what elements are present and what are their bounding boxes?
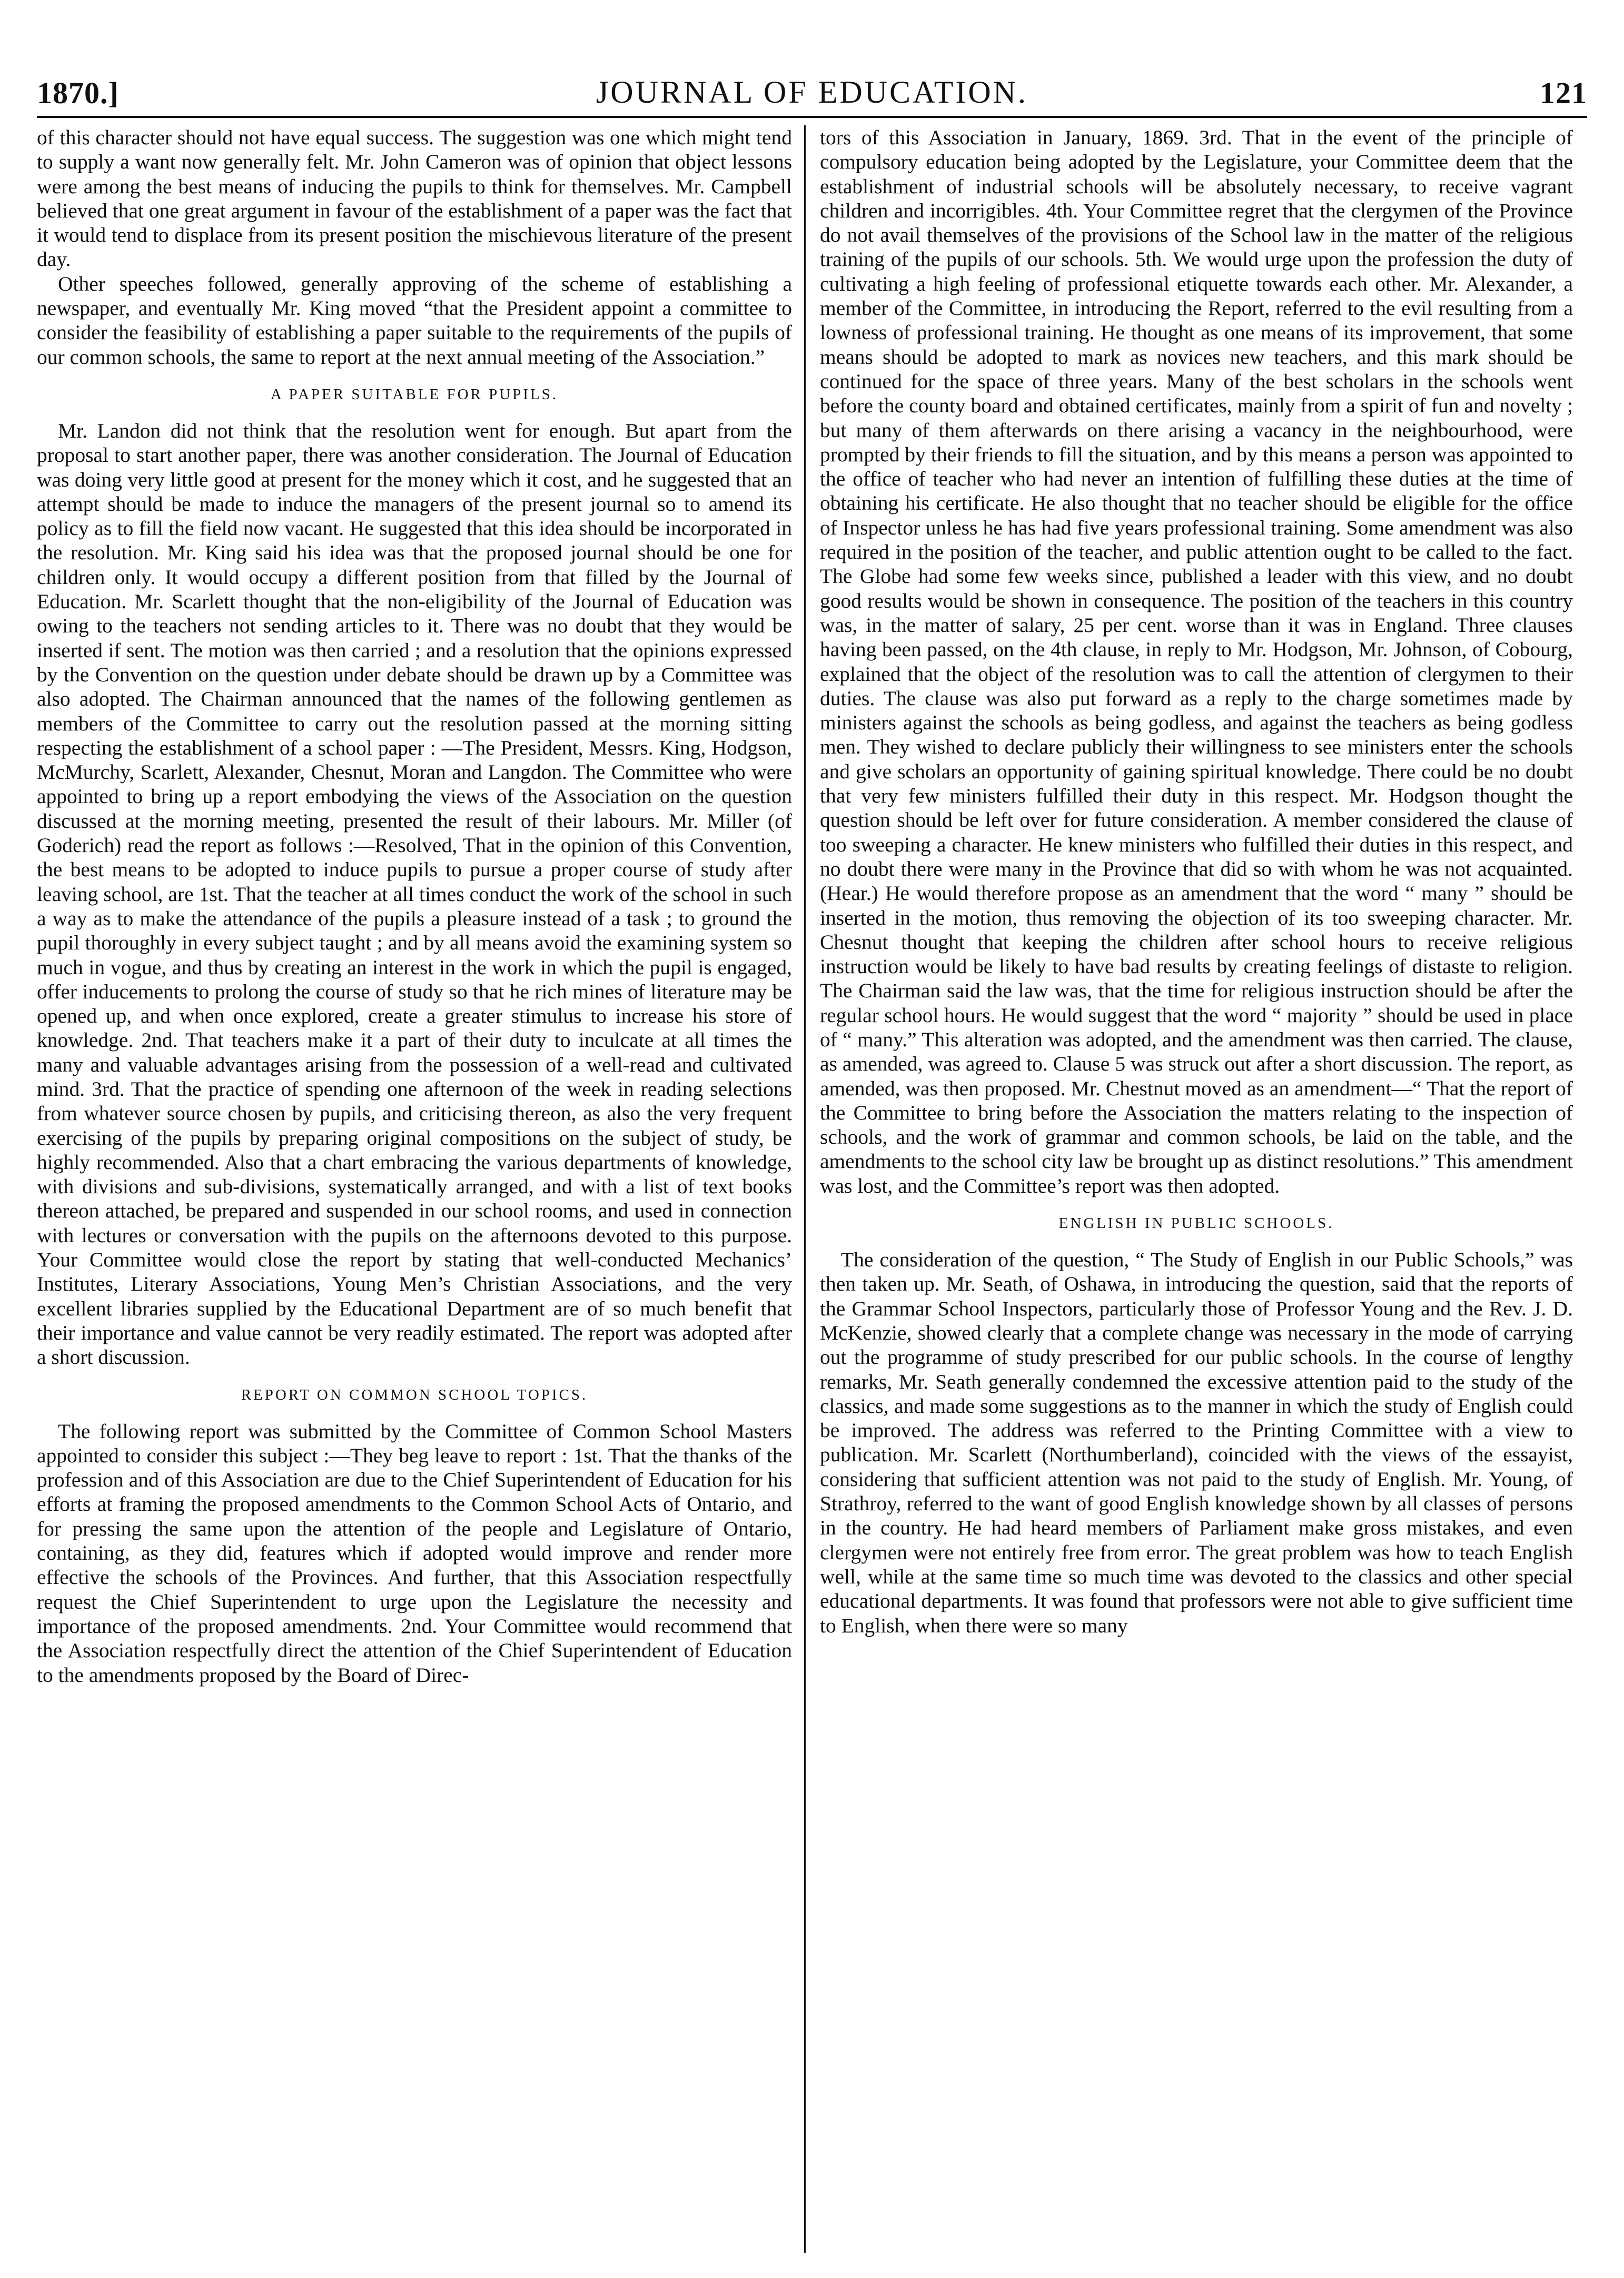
paragraph: The following report was submitted by the Committee of Common School Masters appointed to consider this subject :—They beg leave to report : 1st. That the thanks of the profession and of this Association are due to the Chief Superintendent of Education for his efforts at framing the proposed amendments to the Common School Acts of Ontario, and for pressing the same upon the attention of the people and Legislature of Ontario, containing, as they did, features which if adopted would improve and render more effective the schools of the Provinces. And further, that this Association respectfully request the Chief Superintendent to urge upon the Legislature the necessity and importance of the proposed amendments. 2nd. Your Committee would recommend that the Association respectfully direct the attention of the Chief Superintendent of Education to the amendments proposed by the Board of Direc- bbox=[37, 1419, 792, 1687]
paragraph: The consideration of the question, “ The Study of English in our Public Schools,” was then taken up. Mr. Seath, of Oshawa, in introducing the question, said that the reports of the Grammar School Inspectors, particularly those of Professor Young and the Rev. J. D. McKenzie, showed clearly that a complete change was necessary in the mode of carrying out the programme of study prescribed for our public schools. In the course of lengthy remarks, Mr. Seath generally condemned the excessive attention paid to the study of the classics, and made some suggestions as to the manner in which the study of English could be improved. The address was referred to the Printing Committee with a view to publication. Mr. Scarlett (Northumberland), coincided with the views of the essayist, considering that sufficient attention was not paid to the study of English. Mr. Young, of Strathroy, referred to the want of good English knowledge shown by all classes of persons in the country. He had heard members of Parliament make gross mistakes, and even clergymen were not entirely free from error. The great problem was how to teach English well, while at the same time so much time was devoted to the classics and other special educational departments. It was found that professors were not able to give sufficient time to English, when there were so many bbox=[820, 1248, 1573, 1637]
section-heading-common-school-topics: REPORT ON COMMON SCHOOL TOPICS. bbox=[241, 1386, 588, 1403]
paragraph: of this character should not have equal success. The suggestion was one which might tend to supply a want now generally felt. Mr. John Cameron was of opinion that object lessons were among the best means of inducing the pupils to think for themselves. Mr. Campbell believed that one great argument in favour of the establishment of a paper was the fact that it would tend to displace from its present position the mischievous literature of the present day. bbox=[37, 126, 792, 271]
journal-title: JOURNAL OF EDUCATION. bbox=[596, 75, 1028, 110]
page-header bbox=[37, 63, 1587, 118]
article-columns bbox=[37, 125, 1587, 2253]
page-number: 121 bbox=[1540, 76, 1587, 110]
section-heading-english-in-public-schools: ENGLISH IN PUBLIC SCHOOLS. bbox=[1058, 1215, 1334, 1232]
column-divider bbox=[804, 125, 806, 2253]
paragraph: Other speeches followed, generally approving of the scheme of establishing a newspaper, and eventually Mr. King moved “that the President appoint a committee to consider the feasibility of establishing a paper suitable to the requirements of the pupils of our common schools, the same to report at the next annual meeting of the Association.” bbox=[37, 272, 792, 369]
header-year: 1870.] bbox=[37, 76, 119, 110]
left-column bbox=[37, 125, 801, 2253]
paragraph: Mr. Landon did not think that the resolution went for enough. But apart from the proposal to start another paper, there was another consideration. The Journal of Education was doing very little good at present for the money which it cost, and he suggested that an attempt should be made to induce the managers of the present journal so to amend its policy as to fill the field now vacant. He suggested that this idea should be incorporated in the resolution. Mr. King said his idea was that the proposed journal should be one for children only. It would occupy a different position from that filled by the Journal of Education. Mr. Scarlett thought that the non-eligibility of the Journal of Education was owing to the teachers not sending articles to it. There was no doubt that they would be inserted if sent. The motion was then carried ; and a resolution that the opinions expressed by the Convention on the question under debate should be drawn up by a Committee was also adopted. The Chairman announced that the names of the following gentlemen as members of the Committee to carry out the resolution passed at the morning sitting respecting the establishment of a school paper : —The President, Messrs. King, Hodgson, McMurchy, Scarlett, Alexander, Chesnut, Moran and Langdon. The Committee who were appointed to bring up a report embodying the views of the Association on the question discussed at the morning meeting, presented the result of their labours. Mr. Miller (of Goderich) read the report as follows :—Resolved, That in the opinion of this Convention, the best means to be adopted to induce pupils to pursue a proper course of study after leaving school, are 1st. That the teacher at all times conduct the work of the school in such a way as to make the attendance of the pupils a pleasure instead of a task ; to ground the pupil thoroughly in every subject taught ; and by all means avoid the examining system so much in vogue, and thus by creating an interest in the work in which the pupil is engaged, offer inducements to prolong the course of study so that he rich mines of literature may be opened up, and when once explored, create a greater stimulus to increase his store of knowledge. 2nd. That teachers make it a part of their duty to inculcate at all times the many and valuable advantages arising from the possession of a well-read and cultivated mind. 3rd. That the practice of spending one afternoon of the week in reading selections from whatever source chosen by pupils, and criticising thereon, as also the very frequent exercising of the pupils by preparing original compositions on the subject of study, be highly recommended. Also that a chart embracing the various departments of knowledge, with divisions and sub-divisions, systematically arranged, and with a list of text books thereon attached, be prepared and suspended in our school rooms, and used in connection with lectures or conversation with the pupils on the afternoons devoted to this purpose. Your Committee would close the report by stating that well-conducted Mechanics’ Institutes, Literary Associations, Young Men’s Christian Associations, and the very excellent libraries supplied by the Educational Department are of so much benefit that their importance and value cannot be very readily estimated. The report was adopted after a short discussion. bbox=[37, 419, 792, 1369]
section-heading-paper-for-pupils: A PAPER SUITABLE FOR PUPILS. bbox=[270, 385, 559, 403]
right-column bbox=[808, 125, 1573, 2253]
paragraph: tors of this Association in January, 1869. 3rd. That in the event of the principle of compulsory education being adopted by the Legislature, your Committee deem that the establishment of industrial schools will be absolutely necessary, to receive vagrant children and incorrigibles. 4th. Your Committee regret that the clergymen of the Province do not avail themselves of the provisions of the School law in the matter of the religious training of the pupils of our schools. 5th. We would urge upon the profession the duty of cultivating a high feeling of professional etiquette towards each other. Mr. Alexander, a member of the Committee, in introducing the Report, referred to the evil resulting from a lowness of professional training. He thought as one means of its improvement, that some means should be adopted to mark as novices new teachers, and this mark should be continued for the space of three years. Many of the best scholars in the schools went before the county board and obtained certificates, mainly from a spirit of fun and novelty ; but many of them afterwards on there arising a vacancy in the neighbourhood, were prompted by their friends to fill the situation, and by this means a person was appointed to the office of teacher who had never an intention of fulfilling these duties at the time of obtaining his certificate. He also thought that no teacher should be eligible for the office of Inspector unless he has had five years professional training. Some amendment was also required in the position of the teacher, and public attention ought to be called to the fact. The Globe had some few weeks since, published a leader with this view, and no doubt good results would be shown in consequence. The position of the teachers in this country was, in the matter of salary, 25 per cent. worse than it was in England. Three clauses having been passed, on the 4th clause, in reply to Mr. Hodgson, Mr. Johnson, of Cobourg, explained that the object of the resolution was to call the attention of clergymen to their duties. The clause was also put forward as a reply to the charge sometimes made by ministers against the schools as being godless, and against the teachers as being godless men. They wished to declare publicly their willingness to see ministers enter the schools and give scholars an opportunity of gaining spiritual knowledge. There could be no doubt that very few ministers fulfilled their duty in this respect. Mr. Hodgson thought the question should be left over for future consideration. A member considered the clause of too sweeping a character. He knew ministers who fulfilled their duties in this respect, and no doubt there were many in the Province that did so with whom he was not acquainted. (Hear.) He would therefore propose as an amendment that the word “ many ” should be inserted in the motion, thus removing the objection of its too sweeping character. Mr. Chesnut thought that keeping the children after school hours to receive religious instruction would be likely to have bad results by creating feelings of distaste to religion. The Chairman said the law was, that the time for religious instruction should be after the regular school hours. He would suggest that the word “ majority ” should be used in place of “ many.” This alteration was adopted, and the amendment was then carried. The clause, as amended, was agreed to. Clause 5 was struck out after a short discussion. The report, as amended, was then proposed. Mr. Chestnut moved as an amendment—“ That the report of the Committee to bring before the Association the matters relating to the inspection of schools, and the work of grammar and common schools, be laid on the table, and the amendments to the school city law be brought up as distinct resolutions.” This amendment was lost, and the Committee’s report was then adopted. bbox=[820, 126, 1573, 1197]
